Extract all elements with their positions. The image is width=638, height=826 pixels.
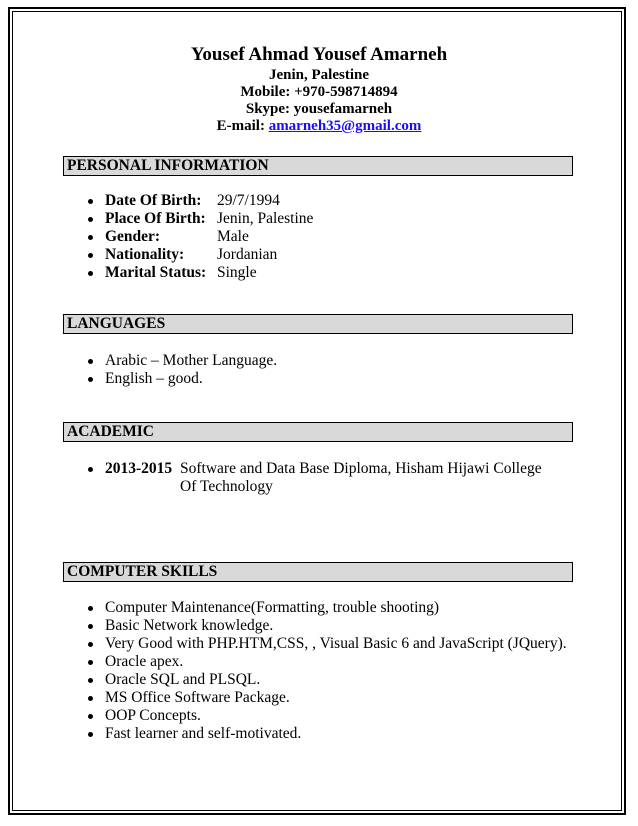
section-title-academic: ACADEMIC <box>63 422 573 442</box>
list-item: Computer Maintenance(Formatting, trouble shooting) <box>85 599 567 617</box>
personal-info-list <box>85 192 313 282</box>
languages-list <box>85 352 277 388</box>
item-value: 29/7/1994 <box>217 192 280 209</box>
section-title-personal: PERSONAL INFORMATION <box>63 156 573 176</box>
item-value: Single <box>217 264 257 281</box>
list-item: OOP Concepts. <box>85 707 567 725</box>
item-value: Jordanian <box>217 246 278 263</box>
email-line <box>0 118 638 135</box>
skype-id: Skype: yousefamarneh <box>245 101 393 117</box>
email-link[interactable]: amarneh35@gmail.com <box>268 118 422 134</box>
location: Jenin, Palestine <box>269 67 369 83</box>
item-label: Place Of Birth: <box>105 210 206 227</box>
list-item: MS Office Software Package. <box>85 689 567 707</box>
resume-header <box>0 43 638 135</box>
list-item: Arabic – Mother Language. <box>85 352 277 370</box>
item-label: Nationality: <box>105 246 185 263</box>
section-title-languages: LANGUAGES <box>63 314 573 334</box>
list-item: Very Good with PHP.HTM,CSS, , Visual Basic 6 and JavaScript (JQuery). <box>85 635 567 653</box>
section-title-skills: COMPUTER SKILLS <box>63 562 573 582</box>
item-value: Male <box>217 228 249 245</box>
item-label: Marital Status: <box>105 264 207 281</box>
list-item <box>85 460 555 496</box>
mobile-number: Mobile: +970-598714894 <box>240 84 398 100</box>
item-label: Gender: <box>105 228 161 245</box>
list-item <box>85 228 313 246</box>
list-item: Fast learner and self-motivated. <box>85 725 567 743</box>
academic-years: 2013-2015 <box>105 460 173 477</box>
list-item: English – good. <box>85 370 277 388</box>
list-item <box>85 210 313 228</box>
skills-list <box>85 599 567 743</box>
list-item: Oracle apex. <box>85 653 567 671</box>
list-item <box>85 192 313 210</box>
candidate-name: Yousef Ahmad Yousef Amarneh <box>190 44 448 65</box>
list-item <box>85 246 313 264</box>
academic-list <box>85 460 555 496</box>
list-item <box>85 264 313 282</box>
list-item: Oracle SQL and PLSQL. <box>85 671 567 689</box>
academic-description: Software and Data Base Diploma, Hisham Hijawi College Of Technology <box>180 460 542 495</box>
item-value: Jenin, Palestine <box>217 210 314 227</box>
list-item: Basic Network knowledge. <box>85 617 567 635</box>
email-label: E-mail: <box>216 118 265 134</box>
item-label: Date Of Birth: <box>105 192 202 209</box>
